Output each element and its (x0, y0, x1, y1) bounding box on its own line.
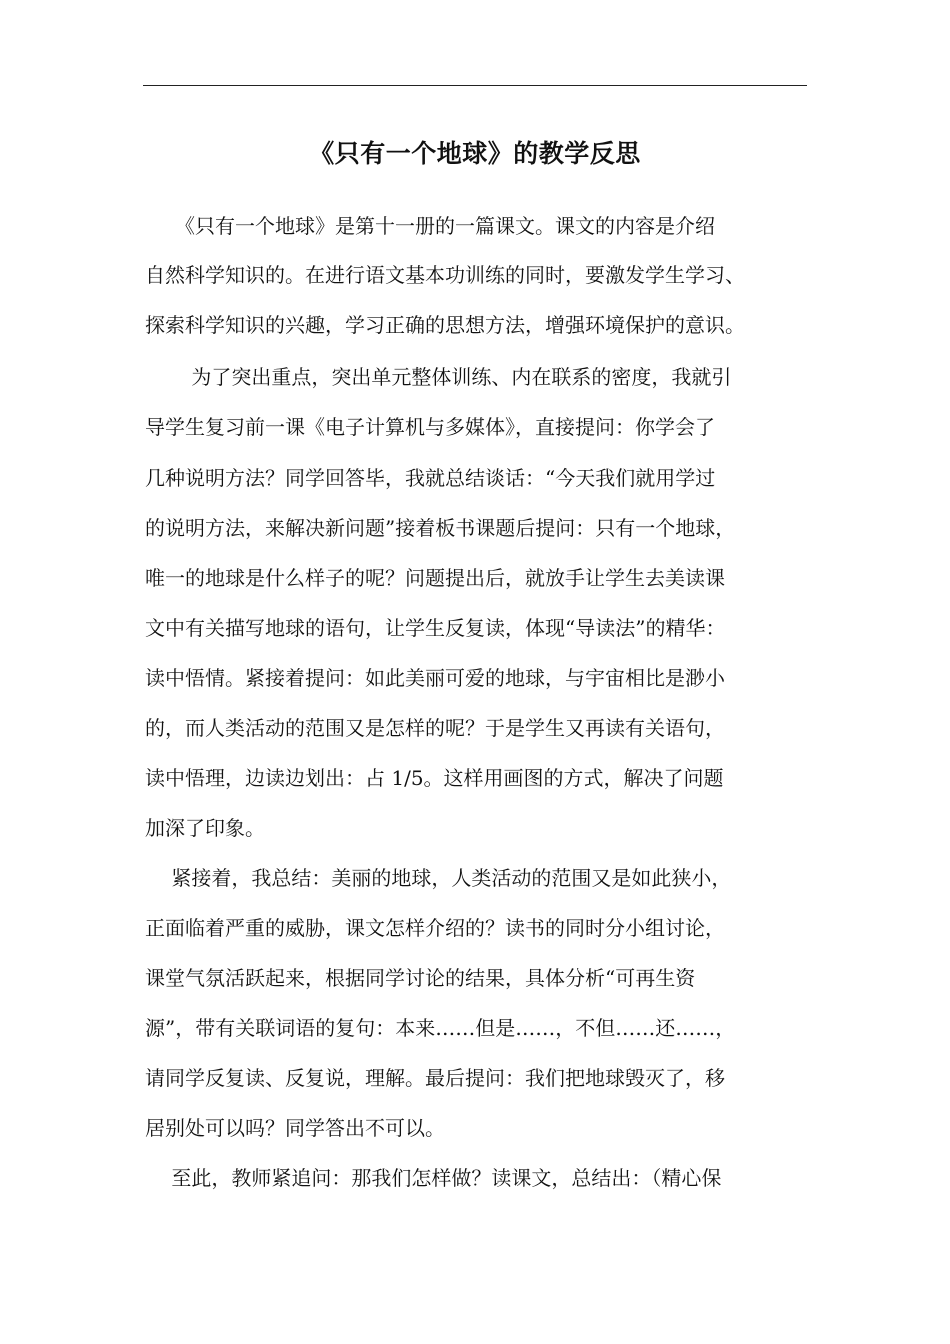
paragraph-line: 加深了印象。 (145, 816, 265, 840)
paragraph-line: 源”，带有关联词语的复句：本来……但是……，不但……还……， (145, 1016, 736, 1040)
paragraph-line: 为了突出重点，突出单元整体训练、内在联系的密度，我就引 (145, 365, 732, 389)
paragraph-line: 居别处可以吗？同学答出不可以。 (145, 1116, 445, 1140)
header-rule (143, 85, 807, 86)
paragraph-line: 请同学反复读、反复说，理解。最后提问：我们把地球毁灭了，移 (145, 1066, 725, 1090)
paragraph-line: 正面临着严重的威胁，课文怎样介绍的？读书的同时分小组讨论， (145, 916, 725, 940)
paragraph-line: 课堂气氛活跃起来，根据同学讨论的结果，具体分析“可再生资 (145, 966, 696, 990)
paragraph-line: 至此，教师紧追问：那我们怎样做？读课文，总结出：（精心保 (145, 1166, 722, 1190)
paragraph-line: 唯一的地球是什么样子的呢？问题提出后，就放手让学生去美读课 (145, 566, 725, 590)
paragraph-line: 读中悟理，边读边划出：占 1/5。这样用画图的方式，解决了问题 (145, 766, 724, 790)
document-title: 《只有一个地球》的教学反思 (309, 139, 641, 168)
paragraph-line: 文中有关描写地球的语句，让学生反复读，体现“导读法”的精华： (145, 616, 726, 640)
paragraph-line: 读中悟情。紧接着提问：如此美丽可爱的地球，与宇宙相比是渺小 (145, 666, 725, 690)
paragraph-line: 几种说明方法？同学回答毕，我就总结谈话：“今天我们就用学过 (145, 466, 716, 490)
paragraph-line: 自然科学知识的。在进行语文基本功训练的同时，要激发学生学习、 (145, 263, 745, 287)
paragraph-line: 《只有一个地球》是第十一册的一篇课文。课文的内容是介绍 (145, 214, 715, 238)
paragraph-line: 的说明方法，来解决新问题”接着板书课题后提问：只有一个地球， (145, 516, 736, 540)
paragraph-line: 探索科学知识的兴趣，学习正确的思想方法，增强环境保护的意识。 (145, 313, 745, 337)
paragraph-line: 的，而人类活动的范围又是怎样的呢？于是学生又再读有关语句， (145, 716, 725, 740)
paragraph-line: 紧接着，我总结：美丽的地球，人类活动的范围又是如此狭小， (145, 866, 732, 890)
paragraph-line: 导学生复习前一课《电子计算机与多媒体》，直接提问：你学会了 (145, 415, 715, 439)
